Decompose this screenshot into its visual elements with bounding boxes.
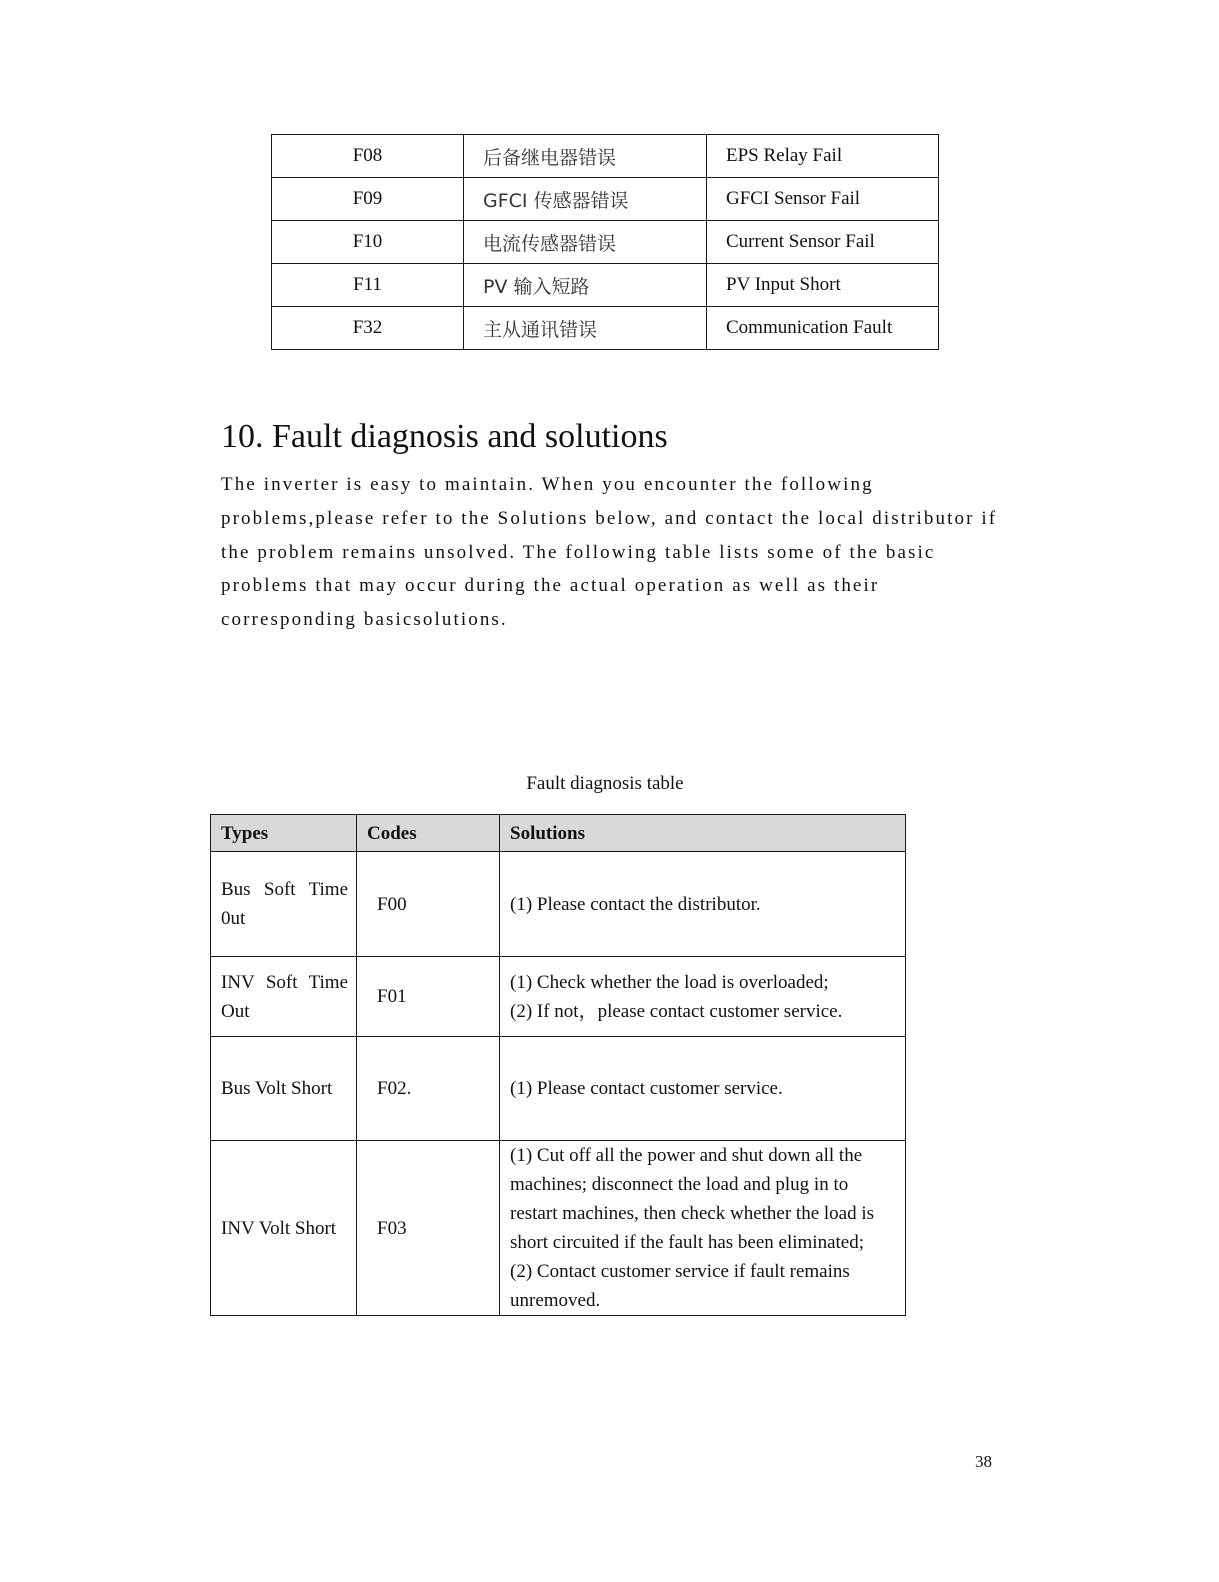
fault-type: INV Soft Time Out <box>221 971 348 1022</box>
column-header-solutions: Solutions <box>500 815 906 852</box>
solution-line: (1) Check whether the load is overloaded; <box>510 971 829 993</box>
fault-code: F09 <box>272 178 464 221</box>
column-header-codes: Codes <box>357 815 500 852</box>
fault-solution <box>500 1141 906 1316</box>
fault-code: F08 <box>272 135 464 178</box>
section-title: 10. Fault diagnosis and solutions <box>221 418 668 455</box>
table-caption: Fault diagnosis table <box>526 773 684 794</box>
fault-code: F11 <box>272 264 464 307</box>
solution-line: (1) Cut off all the power and shut down all the <box>510 1145 863 1166</box>
table-row <box>211 1037 906 1141</box>
table-row <box>272 264 939 307</box>
fault-solution <box>500 1037 906 1141</box>
table-row <box>272 178 939 221</box>
paragraph-line: the problem remains unsolved. The following table lists some of the basic <box>221 541 936 563</box>
fault-solution <box>500 852 906 957</box>
fault-name-english: GFCI Sensor Fail <box>707 178 939 221</box>
paragraph-line: corresponding basicsolutions. <box>221 609 508 631</box>
table-row <box>272 307 939 350</box>
fault-code: F32 <box>272 307 464 350</box>
solution-line: restart machines, then check whether the load is <box>510 1203 875 1224</box>
fault-diagnosis-table <box>210 814 906 1316</box>
solution-line: (1) Please contact the distributor. <box>510 893 761 915</box>
solution-line: short circuited if the fault has been eliminated; <box>510 1232 865 1253</box>
column-header-types: Types <box>211 815 357 852</box>
fault-type-cell <box>211 957 357 1037</box>
solution-line: (1) Please contact customer service. <box>510 1078 783 1099</box>
fault-code: F01 <box>357 957 500 1037</box>
fault-name-chinese: 后备继电器错误 <box>464 135 707 178</box>
table-header-row <box>211 815 906 852</box>
table-row <box>211 957 906 1037</box>
fault-name-chinese: PV 输入短路 <box>464 264 707 307</box>
fault-code: F02. <box>357 1037 500 1141</box>
paragraph-line: problems,please refer to the Solutions below, and contact the local distributor if <box>221 507 998 529</box>
intro-paragraph <box>221 468 1001 637</box>
fault-name-english: Communication Fault <box>707 307 939 350</box>
fault-type-cell <box>211 852 357 957</box>
fault-code: F03 <box>357 1141 500 1316</box>
fault-type: Bus Volt Short <box>211 1037 357 1141</box>
solution-line: machines; disconnect the load and plug in to <box>510 1174 849 1195</box>
fault-type: Bus Soft Time 0ut <box>221 879 348 929</box>
fault-name-english: PV Input Short <box>707 264 939 307</box>
solution-line: (2) If not，please contact customer service. <box>510 1000 843 1022</box>
solution-line: (2) Contact customer service if fault remains <box>510 1261 850 1282</box>
table-row <box>272 135 939 178</box>
table-row <box>211 852 906 957</box>
page-number: 38 <box>975 1452 992 1471</box>
fault-name-chinese: GFCI 传感器错误 <box>464 178 707 221</box>
paragraph-line: problems that may occur during the actual operation as well as their <box>221 575 880 597</box>
fault-code: F10 <box>272 221 464 264</box>
fault-code-table <box>271 134 939 350</box>
fault-name-english: Current Sensor Fail <box>707 221 939 264</box>
paragraph-line: The inverter is easy to maintain. When you encounter the following <box>221 474 874 495</box>
fault-type: INV Volt Short <box>211 1141 357 1316</box>
table-row <box>272 221 939 264</box>
solution-line: unremoved. <box>510 1290 601 1311</box>
fault-solution <box>500 957 906 1037</box>
fault-name-english: EPS Relay Fail <box>707 135 939 178</box>
fault-name-chinese: 主从通讯错误 <box>464 307 707 350</box>
fault-name-chinese: 电流传感器错误 <box>464 221 707 264</box>
table-row <box>211 1141 906 1316</box>
fault-code: F00 <box>357 852 500 957</box>
